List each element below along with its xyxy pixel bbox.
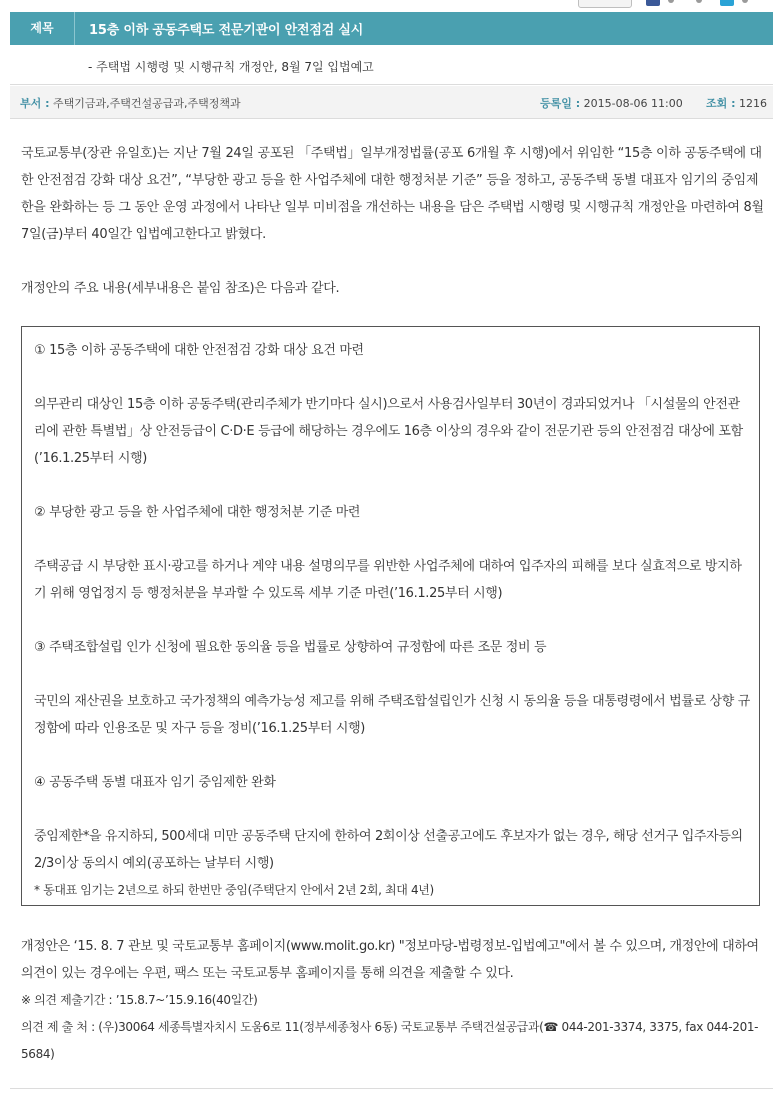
article-intro: 개정안의 주요 내용(세부내용은 붙임 참조)은 다음과 같다. [21,281,340,296]
section-heading: ① 15층 이하 공동주택에 대한 안전점검 강화 대상 요건 마련 [34,343,364,358]
section-heading: ③ 주택조합설립 인가 신청에 필요한 동의율 등을 법률로 상향하여 규정함에 따른 조문 정비 등 [34,640,547,655]
views-label: 조회 : [706,97,736,110]
spacer [34,364,750,391]
closing-text [21,933,766,1068]
spacer [34,472,750,499]
spacer [34,661,750,688]
section-body: 국민의 재산권을 보호하고 국가정책의 예측가능성 제고를 위해 주택조합설립인가 신청 시 동의율 등을 대통령령에서 법률로 상향 규정함에 따라 인용조문 및 자구 등을 정비(’16.1.25부터 시행) [34,694,750,736]
twitter-icon[interactable] [720,0,734,6]
meta-date [540,95,683,111]
share-separator-icon [668,0,674,3]
closing-paragraph: 개정안은 ‘15. 8. 7 관보 및 국토교통부 홈페이지(www.molit.go.kr) "정보마당-법령정보-입법예고"에서 볼 수 있으며, 개정안에 대하여 의견이 있는 경우에는 우편, 팩스 또는 국토교통부 홈페이지를 통해 의견을 제출할 수 있다. [21,939,759,981]
divider [10,84,773,85]
submission-contact: 의견 제 출 처 : (우)30064 세종특별자치시 도움6로 11(정부세종청사 6동) 국토교통부 주택건설공급과(☎ 044-201-3374, 3375, fax 044-201-5684) [21,1020,759,1061]
spacer [34,796,750,823]
top-toolbar [0,0,778,10]
meta-department [20,95,241,111]
facebook-icon[interactable] [646,0,660,6]
department-value: 주택기금과,주택건설공급과,주택정책과 [52,97,241,110]
meta-bar [10,86,773,119]
share-separator-icon [696,0,702,3]
date-value: 2015-08-06 11:00 [583,97,683,110]
views-value: 1216 [738,97,767,110]
meta-views [706,95,767,111]
summary-box [21,326,760,906]
section-heading: ④ 공동주택 동별 대표자 임기 중임제한 완화 [34,775,276,790]
title-bar [10,12,773,45]
page-subtitle: - 주택법 시행령 및 시행규칙 개정안, 8월 7일 입법예고 [88,60,374,74]
page-title: 15층 이하 공동주택도 전문기관이 안전점검 실시 [89,23,364,38]
spacer [21,248,766,275]
print-button[interactable] [578,0,632,8]
section-body: 의무관리 대상인 15층 이하 공동주택(관리주체가 반기마다 실시)으로서 사용검사일부터 30년이 경과되었거나 「시설물의 안전관리에 관한 특별법」상 안전등급이 C·D·E 등급에 해당하는 경우에도 16층 이상의 경우와 같이 전문기관 등의 안전점검 대상에 포함(’16.1.25부터 시행) [34,397,743,466]
title-tag: 제목 [10,12,75,45]
submission-period: ※ 의견 제출기간 : ’15.8.7~’15.9.16(40일간) [21,993,258,1007]
article-lead: 국토교통부(장관 유일호)는 지난 7월 24일 공포된 「주택법」일부개정법률(공포 6개월 후 시행)에서 위임한 “15층 이하 공동주택에 대한 안전점검 강화 대상 요건”, “부당한 광고 등을 한 사업주체에 대한 행정처분 기준” 등을 정하고, 공동주택 동별 대표자 임기의 중임제한을 완화하는 등 그 동안 운영 과정에서 나타난 일부 미비점을 개선하는 내용을 담은 주택법 시행령 및 시행규칙 개정안을 마련하여 8월 7일(금)부터 40일간 입법예고한다고 밝혔다. [21,146,764,242]
date-label: 등록일 : [540,97,581,110]
spacer [34,607,750,634]
article-body [21,140,766,302]
spacer [34,526,750,553]
share-separator-icon [742,0,748,3]
spacer [34,742,750,769]
section-body: 주택공급 시 부당한 표시·광고를 하거나 계약 내용 설명의무를 위반한 사업주체에 대하여 입주자의 피해를 보다 실효적으로 방지하기 위해 영업정지 등 행정처분을 부과할 수 있도록 세부 기준 마련(’16.1.25부터 시행) [34,559,742,601]
section-body: 중임제한*을 유지하되, 500세대 미만 공동주택 단지에 한하여 2회이상 선출공고에도 후보자가 없는 경우, 해당 선거구 입주자등의 2/3이상 동의시 예외(공포하는 날부터 시행) [34,829,743,871]
summary-content [34,337,750,904]
divider [10,1088,773,1089]
department-label: 부서 : [20,97,50,110]
section-note: * 동대표 임기는 2년으로 하되 한번만 중임(주택단지 안에서 2년 2회, 최대 4년) [34,883,434,897]
section-heading: ② 부당한 광고 등을 한 사업주체에 대한 행정처분 기준 마련 [34,505,361,520]
